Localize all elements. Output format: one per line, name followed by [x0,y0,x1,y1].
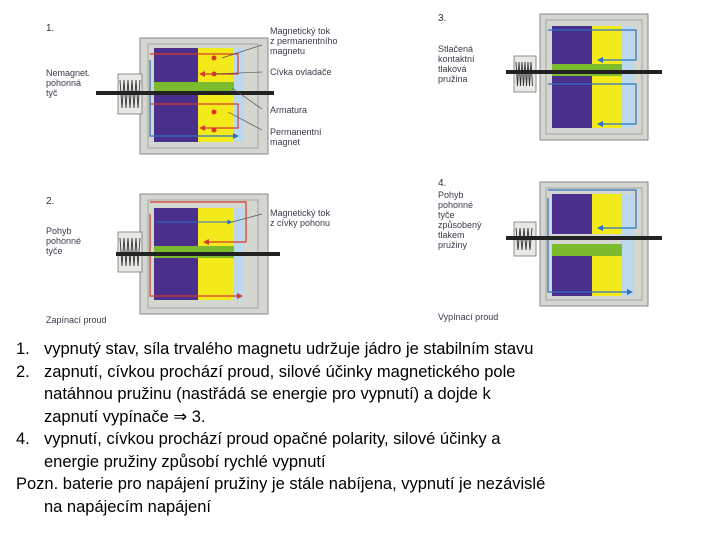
panel-4-coil-bottom [552,256,592,296]
note-pozn-cont: na napájecím napájení [44,497,211,516]
panel-1-diagram [96,38,274,154]
panel-4-number: 4. [438,178,447,189]
panel-3-coil-top [552,26,592,64]
panel-1-label-coil: Cívka ovladače [270,67,332,77]
panel-2-magnet-top [198,208,234,246]
panel-2-number: 2. [46,196,55,207]
note-4-cont-b: energie pružiny způsobí rychlé vypnutí [44,452,326,471]
panel-3-magnet-top [592,26,622,64]
panel-1-label-armature: Armatura [270,105,308,115]
panel-1-label-flux: Magnetický tok z permanentního magnetu [270,26,338,56]
note-2-cont-b: natáhnou pružinu (nastřádá se energie pro vypnutí) a dojde k [44,385,491,403]
panel-4-diagram [506,182,662,306]
panel-3-rod [506,70,662,74]
panel-4-caption: Vypínací proud [438,312,499,322]
panel-2-coil-bottom [154,258,198,300]
panel-4-left-label: Pohyb pohonné tyče způsobený tlakem pružiny [438,190,482,250]
note-1-text: vypnutý stav, síla trvalého magnetu udržuje jádro je stabilním stavu [44,340,534,358]
note-pozn: Pozn. baterie pro napájení pružiny je stále nabíjena, vypnutí je nezávislé [16,475,546,493]
note-4-text-a: vypnutí, cívkou prochází proud opačné polarity, silové účinky a [44,430,501,448]
panel-1-magnet-top [198,48,234,82]
note-4-number: 4. [16,430,30,448]
panel-1-left-label: Nemagnet. pohonná tyč [46,68,91,98]
panel-2-coil-top [154,208,198,246]
panel-4-rod [506,236,662,240]
panel-4-armature [552,244,622,256]
panel-1-magnet-bottom [198,94,234,142]
panel-1-rod [96,91,274,95]
panel-1-number: 1. [46,23,55,34]
panel-1-label-magnet: Permanentní magnet [270,127,322,147]
panel-2-left-label: Pohyb pohonné tyče [46,226,82,256]
panel-3-diagram [506,14,662,140]
panel-3-left-label: Stlačená kontaktní tlaková pružina [438,44,475,84]
note-4 [16,428,716,451]
note-2-number: 2. [16,362,30,381]
panel-4-coil-top [552,194,592,234]
panel-1-coil-bottom [154,94,198,142]
explanation-notes [16,338,716,518]
panel-3-number: 3. [438,13,447,24]
panel-2-rod [116,252,280,256]
panel-2-diagram [116,194,280,314]
panel-4-magnet-bottom [592,256,622,296]
note-2-cont-c: zapnutí vypínače ⇒ 3. [44,407,206,426]
panel-2-magnet-bottom [198,258,234,300]
panel-1-coil-top [154,48,198,82]
note-2-text-a: zapnutí, cívkou prochází proud, silové účinky magnetického pole [44,362,516,381]
panel-2-label-flux: Magnetický tok z cívky pohonu [270,208,331,228]
panel-2-caption: Zapínací proud [46,315,107,325]
note-1-number: 1. [16,340,30,358]
note-2 [16,361,716,384]
note-1 [16,338,716,361]
